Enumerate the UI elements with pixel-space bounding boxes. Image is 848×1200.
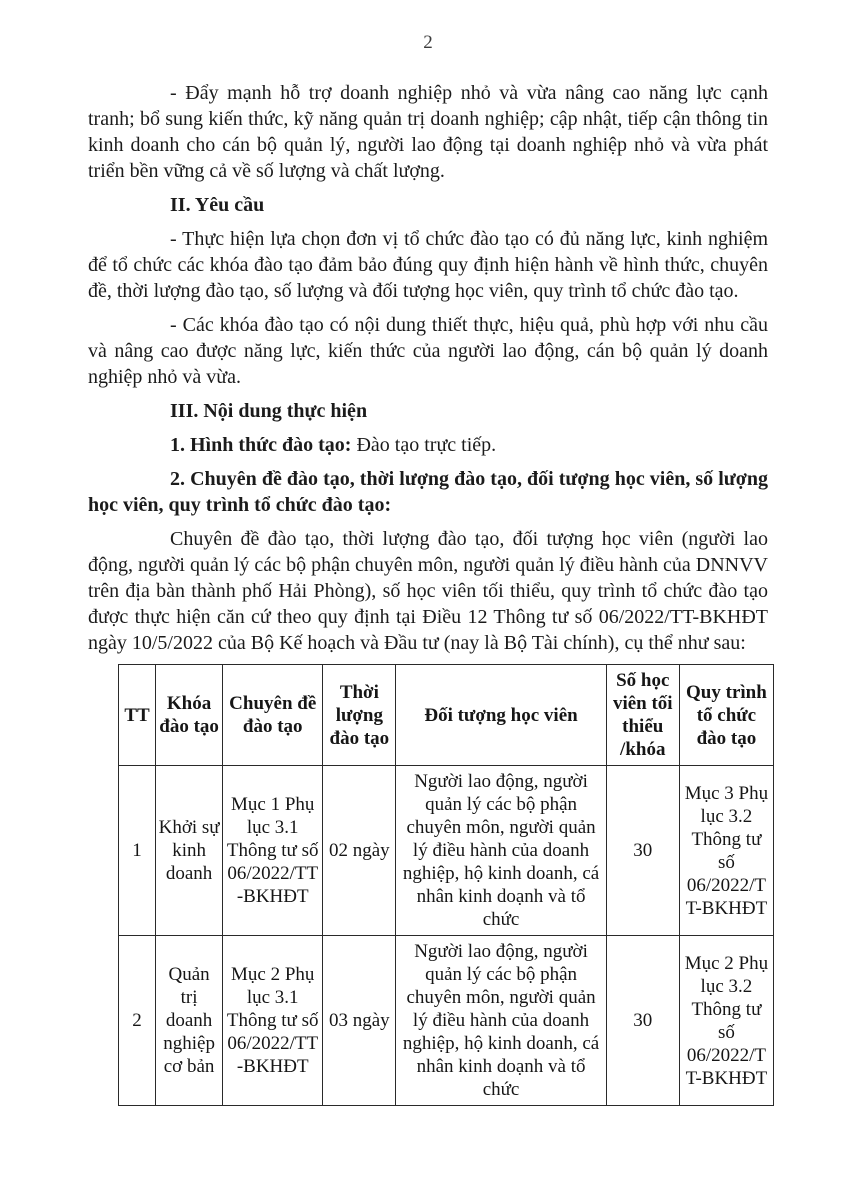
paragraph-training-detail: Chuyên đề đào tạo, thời lượng đào tạo, đối tượng học viên (người lao động, người quản lý các bộ phận chuyên môn, người quản lý điều hành của DNNVV trên địa bàn thành phố Hải Phòng), số học viên tối thiểu, quy trình tổ chức đào tạo được thực hiện căn cứ theo quy định tại Điều 12 Thông tư số 06/2022/TT-BKHĐT ngày 10/5/2022 của Bộ Kế hoạch và Đầu tư (nay là Bộ Tài chính), cụ thể như sau: (88, 528, 768, 654)
header-cell-tt: TT (119, 665, 156, 766)
cell-course: Quản trị doanh nghiệp cơ bản (156, 936, 223, 1106)
cell-procedure: Mục 2 Phụ lục 3.2 Thông tư số 06/2022/TT-BKHĐT (679, 936, 773, 1106)
table-row (119, 766, 774, 936)
table-header-row (119, 665, 774, 766)
training-form-label: 1. Hình thức đào tạo: (170, 434, 352, 456)
heading-requirements: II. Yêu cầu (170, 194, 265, 216)
paragraph-training-form (88, 432, 768, 458)
header-cell-audience: Đối tượng học viên (396, 665, 606, 766)
cell-topic: Mục 2 Phụ lục 3.1 Thông tư số 06/2022/TT-BKHĐT (223, 936, 323, 1106)
heading-training-topics: 2. Chuyên đề đào tạo, thời lượng đào tạo, đối tượng học viên, số lượng học viên, quy trình tổ chức đào tạo: (88, 468, 768, 516)
header-cell-course: Khóa đào tạo (156, 665, 223, 766)
table-row (119, 936, 774, 1106)
cell-min-students: 30 (606, 766, 679, 936)
header-cell-procedure: Quy trình tổ chức đào tạo (679, 665, 773, 766)
heading-implementation: III. Nội dung thực hiện (170, 400, 368, 422)
cell-course: Khởi sự kinh doanh (156, 766, 223, 936)
header-cell-duration: Thời lượng đào tạo (323, 665, 396, 766)
training-courses-table (118, 664, 774, 1106)
cell-tt: 2 (119, 936, 156, 1106)
cell-duration: 03 ngày (323, 936, 396, 1106)
paragraph-intro: - Đẩy mạnh hỗ trợ doanh nghiệp nhỏ và vừa nâng cao năng lực cạnh tranh; bổ sung kiến thức, kỹ năng quản trị doanh nghiệp; cập nhật, tiếp cận thông tin kinh doanh cho cán bộ quản lý, người lao động tại doanh nghiệp nhỏ và vừa phát triển bền vững cả về số lượng và chất lượng. (88, 82, 768, 182)
paragraph-requirement-1: - Thực hiện lựa chọn đơn vị tổ chức đào tạo có đủ năng lực, kinh nghiệm để tổ chức các khóa đào tạo đảm bảo đúng quy định hiện hành về hình thức, chuyên đề, thời lượng đào tạo, số lượng và đối tượng học viên, quy trình tổ chức đào tạo. (88, 228, 768, 302)
cell-min-students: 30 (606, 936, 679, 1106)
header-cell-min-students: Số học viên tối thiểu /khóa (606, 665, 679, 766)
page-number: 2 (423, 32, 433, 53)
cell-audience: Người lao động, người quản lý các bộ phận chuyên môn, người quản lý điều hành của doanh nghiệp, hộ kinh doanh, cá nhân kinh doạnh và tổ chức (396, 936, 606, 1106)
cell-topic: Mục 1 Phụ lục 3.1 Thông tư số 06/2022/TT-BKHĐT (223, 766, 323, 936)
paragraph-requirement-2: - Các khóa đào tạo có nội dung thiết thực, hiệu quả, phù hợp với nhu cầu và nâng cao được năng lực, kiến thức của người lao động, cán bộ quản lý doanh nghiệp nhỏ và vừa. (88, 314, 768, 388)
cell-audience: Người lao động, người quản lý các bộ phận chuyên môn, người quản lý điều hành của doanh nghiệp, hộ kinh doanh, cá nhân kinh doạnh và tổ chức (396, 766, 606, 936)
cell-tt: 1 (119, 766, 156, 936)
cell-procedure: Mục 3 Phụ lục 3.2 Thông tư số 06/2022/TT-BKHĐT (679, 766, 773, 936)
cell-duration: 02 ngày (323, 766, 396, 936)
training-form-value: Đào tạo trực tiếp. (351, 434, 497, 456)
header-cell-topic: Chuyên đề đào tạo (223, 665, 323, 766)
